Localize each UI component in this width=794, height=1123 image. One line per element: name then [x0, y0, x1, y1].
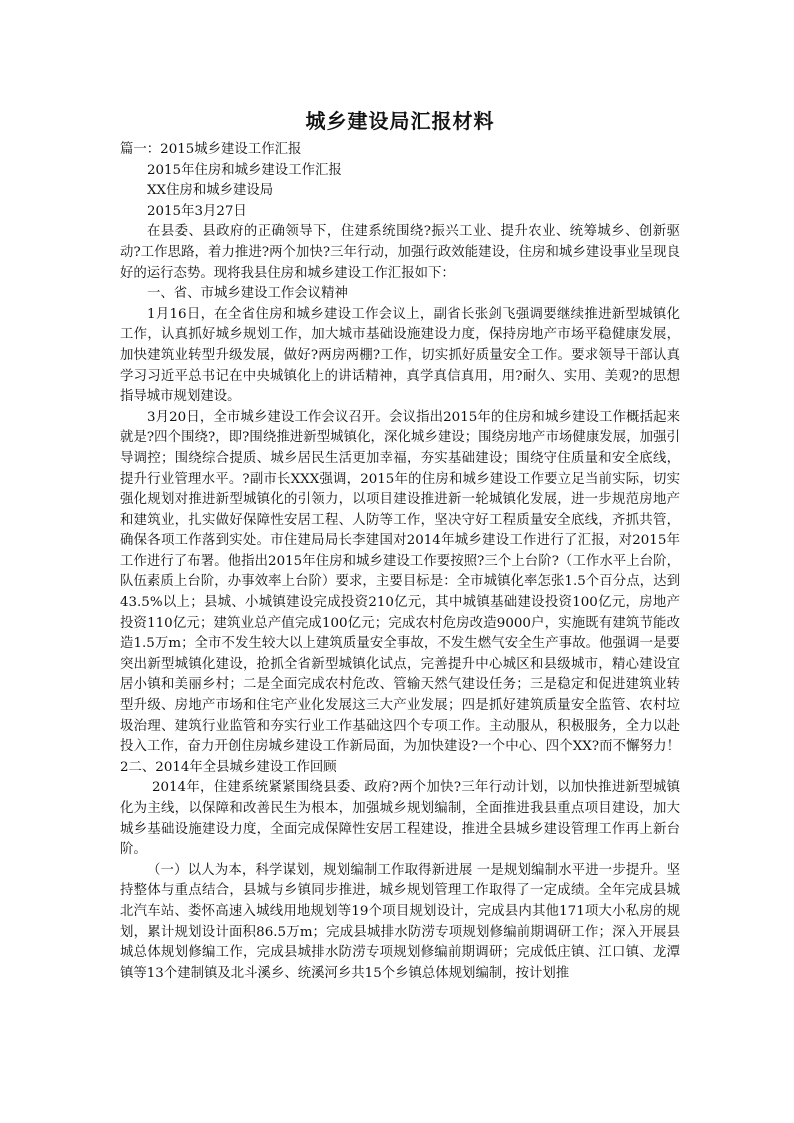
paragraph: 2015年住房和城乡建设工作汇报	[147, 162, 342, 178]
paragraph: 一、省、市城乡建设工作会议精神	[147, 286, 348, 302]
document-body	[120, 140, 680, 984]
document-page	[120, 108, 680, 984]
paragraph: 2014年，住建系统紧紧围绕县委、政府?两个加快?三年行动计划，以加快推进新型城镇化为主线，以保障和改善民生为根本，加强城乡规划编制，全面推进我县重点项目建设，加大城乡基础设施建设力度，全面完成保障性安居工程建设，推进全县城乡建设管理工作再上新台阶。	[120, 780, 680, 858]
paragraph: 1月16日，在全省住房和城乡建设工作会议上，副省长张剑飞强调要继续推进新型城镇化工作，认真抓好城乡规划工作，加大城市基础设施建设力度，保持房地产市场平稳健康发展，加快建筑业转型升级发展，做好?两房两棚?工作，切实抓好质量安全工作。要求领导干部认真学习习近平总书记在中央城镇化上的讲话精神，真学真信真用，用?耐久、实用、美观?的思想指导城市规划建设。	[120, 306, 680, 405]
paragraph: XX住房和城乡建设局	[147, 183, 274, 199]
paragraph: （一）以人为本，科学谋划，规划编制工作取得新进展 一是规划编制水平进一步提升。坚持整体与重点结合，县城与乡镇同步推进，城乡规划管理工作取得了一定成绩。全年完成县城北汽车站、娄怀高速入城线用地规划等19个项目规划设计，完成县内其他171项大小私房的规划，累计规划设计面积86.5万m；完成县城排水防涝专项规划修编前期调研工作；深入开展县城总体规划修编工作，完成县城排水防涝专项规划修编前期调研；完成低庄镇、江口镇、龙潭镇等13个建制镇及北斗溪乡、统溪河乡共15个乡镇总体规划编制，按计划推	[120, 862, 680, 981]
paragraph: 2015年3月27日	[147, 203, 247, 219]
paragraph: 篇一：2015城乡建设工作汇报	[120, 142, 302, 157]
document-title: 城乡建设局汇报材料	[305, 109, 495, 133]
paragraph: 在县委、县政府的正确领导下，住建系统围绕?振兴工业、提升农业、统筹城乡、创新驱动?工作思路，着力推进?两个加快?三年行动，加强行政效能建设，住房和城乡建设事业呈现良好的运行态势。现将我县住房和城乡建设工作汇报如下：	[120, 224, 680, 281]
paragraph: 3月20日，全市城乡建设工作会议召开。会议指出2015年的住房和城乡建设工作概括起来就是?四个围绕?，即?围绕推进新型城镇化，深化城乡建设；围绕房地产市场健康发展，加强引导调控；围绕综合提质、城乡居民生活更加幸福，夯实基础建设；围绕守住质量和安全底线，提升行业管理水平。?副市长XXX强调，2015年的住房和城乡建设工作要立足当前实际，切实强化规划对推进新型城镇化的引领力，以项目建设推进新一轮城镇化发展，进一步规范房地产和建筑业，扎实做好保障性安居工程、人防等工作，坚决守好工程质量安全底线，齐抓共管，确保各项工作落到实处。市住建局局长李建国对2014年城乡建设工作进行了汇报，对2015年工作进行了布署。他指出2015年住房和城乡建设工作要按照?三个上台阶?（工作水平上台阶，队伍素质上台阶，办事效率上台阶）要求，主要目标是：全市城镇化率怎张1.5个百分点，达到43.5%以上；县城、小城镇建设完成投资210亿元，其中城镇基础建设投资100亿元，房地产投资110亿元；建筑业总产值完成100亿元；完成农村危房改造9000户，实施既有建筑节能改造1.5万m；全市不发生较大以上建筑质量安全事故，不发生燃气安全生产事故。他强调一是要突出新型城镇化建设，抢抓全省新型城镇化试点，完善提升中心城区和县级城市，精心建设宜居小镇和美丽乡村；二是全面完成农村危改、管输天然气建设任务；三是稳定和促进建筑业转型升级、房地产市场和住宅产业化发展这三大产业发展；四是抓好建筑质量安全监管、农村垃圾治理、建筑行业监管和夯实行业工作基础这四个专项工作。主动服从，积极服务，全力以赴投入工作，奋力开创住房城乡建设工作新局面，为加快建设?一个中心、四个XX?而不懈努力！ 2二、2014年全县城乡建设工作回顾	[120, 409, 680, 775]
